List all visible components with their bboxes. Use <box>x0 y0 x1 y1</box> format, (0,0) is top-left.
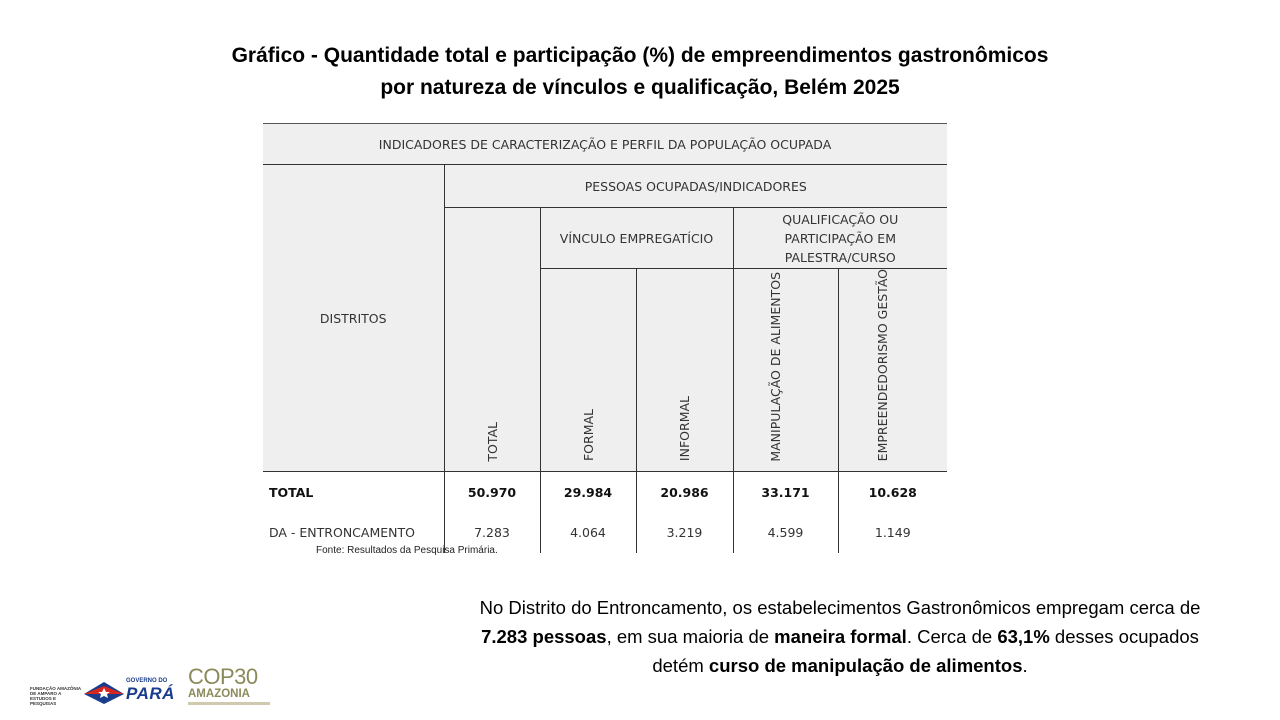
col-informal-header <box>636 269 733 472</box>
col-manipulacao-header <box>733 269 838 472</box>
col-formal-label: FORMAL <box>580 409 596 462</box>
summary-note <box>470 593 1210 680</box>
note-highlight-formal: maneira formal <box>774 626 907 647</box>
cop30-label: COP30 <box>188 664 258 689</box>
cop30-underline <box>188 702 270 705</box>
row-label: DA - ENTRONCAMENTO <box>269 525 415 541</box>
note-text: . <box>1022 655 1028 676</box>
qualificacao-header: QUALIFICAÇÃO OU PARTICIPAÇÃO EM PALESTRA/CURSO <box>733 208 947 269</box>
cell-informal: 3.219 <box>636 513 733 553</box>
indicators-table <box>263 123 947 553</box>
note-text: , em sua maioria de <box>606 626 775 647</box>
note-text: . Cerca de <box>906 626 998 647</box>
note-highlight-pessoas: 7.283 pessoas <box>481 626 607 647</box>
cell-formal: 4.064 <box>540 513 636 553</box>
cell-empreendedorismo: 1.149 <box>838 513 947 553</box>
col-total-label: TOTAL <box>484 421 500 462</box>
title-line-1: Gráfico - Quantidade total e participação (%) de empreendimentos gastronômicos <box>231 44 1049 67</box>
distritos-header <box>263 165 444 472</box>
col-manipulacao-label: MANIPULAÇÃO DE ALIMENTOS <box>767 271 783 462</box>
source-note: Fonte: Resultados da Pesquisa Primária. <box>316 545 498 556</box>
table-row <box>263 472 947 513</box>
gov-label: GOVERNO DO <box>126 678 168 684</box>
amazonia-label: AMAZONIA <box>188 688 250 700</box>
footer-logos <box>30 662 280 712</box>
note-highlight-curso: curso de manipulação de alimentos <box>708 655 1023 676</box>
note-text: No Distrito do Entroncamento, os estabelecimentos Gastronômicos empregam cerca de <box>479 597 1201 618</box>
col-empreendedorismo-label: EMPREENDEDORISMO GESTÃO <box>874 269 890 462</box>
pessoas-header: PESSOAS OCUPADAS/INDICADORES <box>444 165 947 208</box>
cell-manipulacao: 4.599 <box>733 513 838 553</box>
cell-manipulacao: 33.171 <box>733 472 838 513</box>
col-formal-header <box>540 269 636 472</box>
para-flag-icon <box>84 680 124 704</box>
page-title <box>0 40 1280 104</box>
table-banner: INDICADORES DE CARACTERIZAÇÃO E PERFIL DA POPULAÇÃO OCUPADA <box>263 124 947 165</box>
distritos-label: DISTRITOS <box>319 310 387 326</box>
title-line-2: por natureza de vínculos e qualificação, Belém 2025 <box>380 76 900 99</box>
col-empreendedorismo-header <box>838 269 947 472</box>
fapespa-logo-text: FUNDAÇÃO AMAZÔNIA DE AMPARO A ESTUDOS E PESQUISAS <box>30 686 81 706</box>
cop30-logo <box>188 662 270 712</box>
row-label: TOTAL <box>263 472 444 513</box>
cell-total: 7.283 <box>444 513 540 553</box>
cell-total: 50.970 <box>444 472 540 513</box>
col-total-header <box>444 208 540 472</box>
note-highlight-percent: 63,1% <box>997 626 1050 647</box>
cell-empreendedorismo: 10.628 <box>838 472 947 513</box>
note-text: desses ocupados detém <box>652 626 1199 676</box>
cell-informal: 20.986 <box>636 472 733 513</box>
vinculo-header: VÍNCULO EMPREGATÍCIO <box>540 208 733 269</box>
para-label: PARÁ <box>126 684 175 703</box>
col-informal-label: INFORMAL <box>677 396 692 462</box>
cell-formal: 29.984 <box>540 472 636 513</box>
